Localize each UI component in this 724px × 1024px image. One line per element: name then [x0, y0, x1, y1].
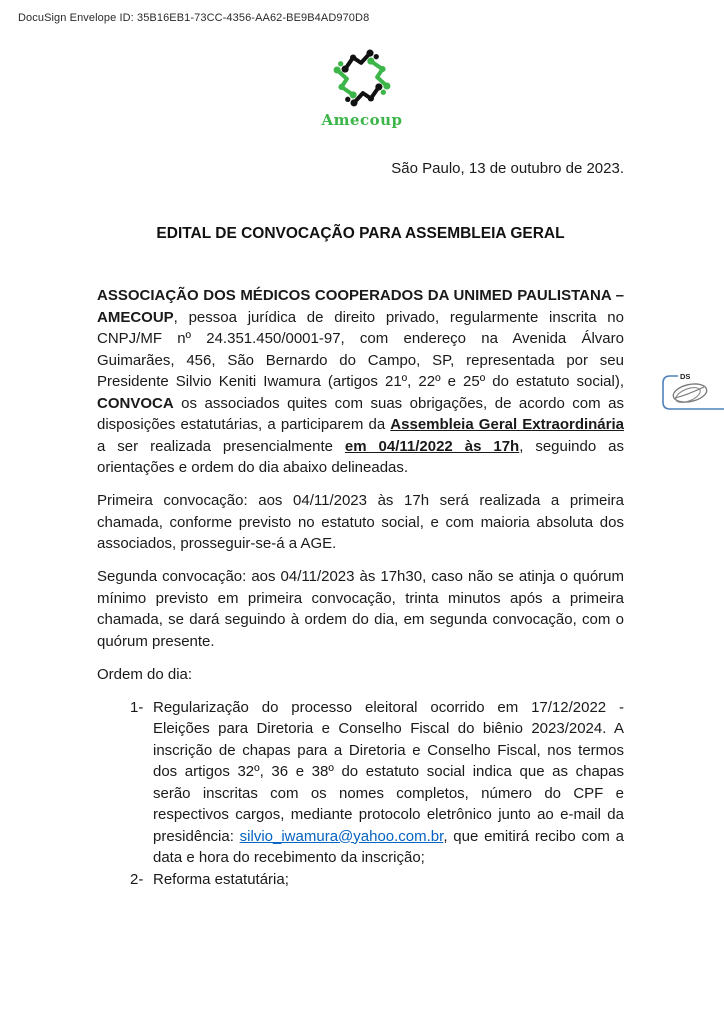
convoca-emphasis: CONVOCA [97, 394, 174, 412]
docusign-envelope-id: DocuSign Envelope ID: 35B16EB1-73CC-4356-AA62-BE9B4AD970D8 [18, 12, 370, 24]
agenda-item-1-text-before-email: Regularização do processo eleitoral ocorrido em 17/12/2022 - Eleições para Diretoria e Conselho Fiscal do biênio 2023/2024. A inscrição de chapas para a Diretoria e Conselho Fiscal, nos termos dos artigos 32º, 36 e 38º do estatuto social indica que as chapas serão inscritas com os nomes completos, número do CPF e respectivos cargos, mediante protocolo eletrônico junto ao e-mail da presidência: [153, 698, 624, 845]
agenda-item-1-number: 1- [130, 698, 144, 716]
paragraph-convocation-text-1: , pessoa jurídica de direito privado, regularmente inscrita no CNPJ/MF nº 24.351.450/0001-97, com endereço na Avenida Álvaro Guimarães, 456, São Bernardo do Campo, SP, representada por seu Presidente Silvio Keniti Iwamura (artigos 21º, 22º e 25º do estatuto social), [97, 308, 624, 390]
agenda-item-1-text [153, 697, 624, 869]
amecoup-logo-icon [329, 46, 395, 110]
agenda-item-1 [97, 697, 624, 869]
docusign-initials-stamp [656, 368, 724, 418]
agenda-item-1-text-after-email: , que emitirá recibo com a data e hora do recebimento da inscrição; [153, 827, 624, 866]
presidency-email-link[interactable]: silvio_iwamura@yahoo.com.br [239, 827, 444, 845]
agenda-item-2-text: Reforma estatutária; [153, 870, 289, 888]
agenda-list [97, 697, 624, 891]
paragraph-convocation-text-2: os associados quites com suas obrigações, de acordo com as disposições estatutárias, a participarem da [97, 394, 624, 433]
docusign-stamp-icon [656, 368, 724, 418]
amecoup-logo-text: Amecoup [321, 111, 403, 129]
amecoup-logo [0, 46, 724, 129]
meeting-datetime-emphasis: em 04/11/2022 às 17h [344, 437, 520, 455]
paragraph-second-call: Segunda convocação: aos 04/11/2023 às 17h30, caso não se atinja o quórum mínimo previsto em primeira convocação, trinta minutos após a primeira chamada, se dará seguindo à ordem do dia, em segunda convocação, com o quórum presente. [97, 568, 624, 650]
paragraph-convocation-text-3: a ser realizada presencialmente [97, 437, 345, 455]
page-title: EDITAL DE CONVOCAÇÃO PARA ASSEMBLEIA GERAL [156, 224, 565, 242]
date-line: São Paulo, 13 de outubro de 2023. [391, 160, 624, 177]
agenda-item-2 [97, 869, 624, 891]
paragraph-convocation-text-4: , seguindo as orientações e ordem do dia abaixo delineadas. [97, 437, 624, 476]
org-name-bold: ASSOCIAÇÃO DOS MÉDICOS COOPERADOS DA UNIMED PAULISTANA – AMECOUP [97, 287, 624, 326]
paragraph-first-call: Primeira convocação: aos 04/11/2023 às 17h será realizada a primeira chamada, conforme previsto no estatuto social, e com maioria absoluta dos associados, prosseguir-se-á a AGE. [97, 492, 624, 552]
stamp-ds-label: DS [680, 372, 691, 381]
agenda-item-2-number: 2- [130, 870, 144, 888]
document-body [97, 158, 624, 890]
assembleia-emphasis: Assembleia Geral Extraordinária [390, 416, 624, 433]
paragraph-convocation [97, 285, 624, 479]
agenda-heading: Ordem do dia: [97, 665, 193, 683]
